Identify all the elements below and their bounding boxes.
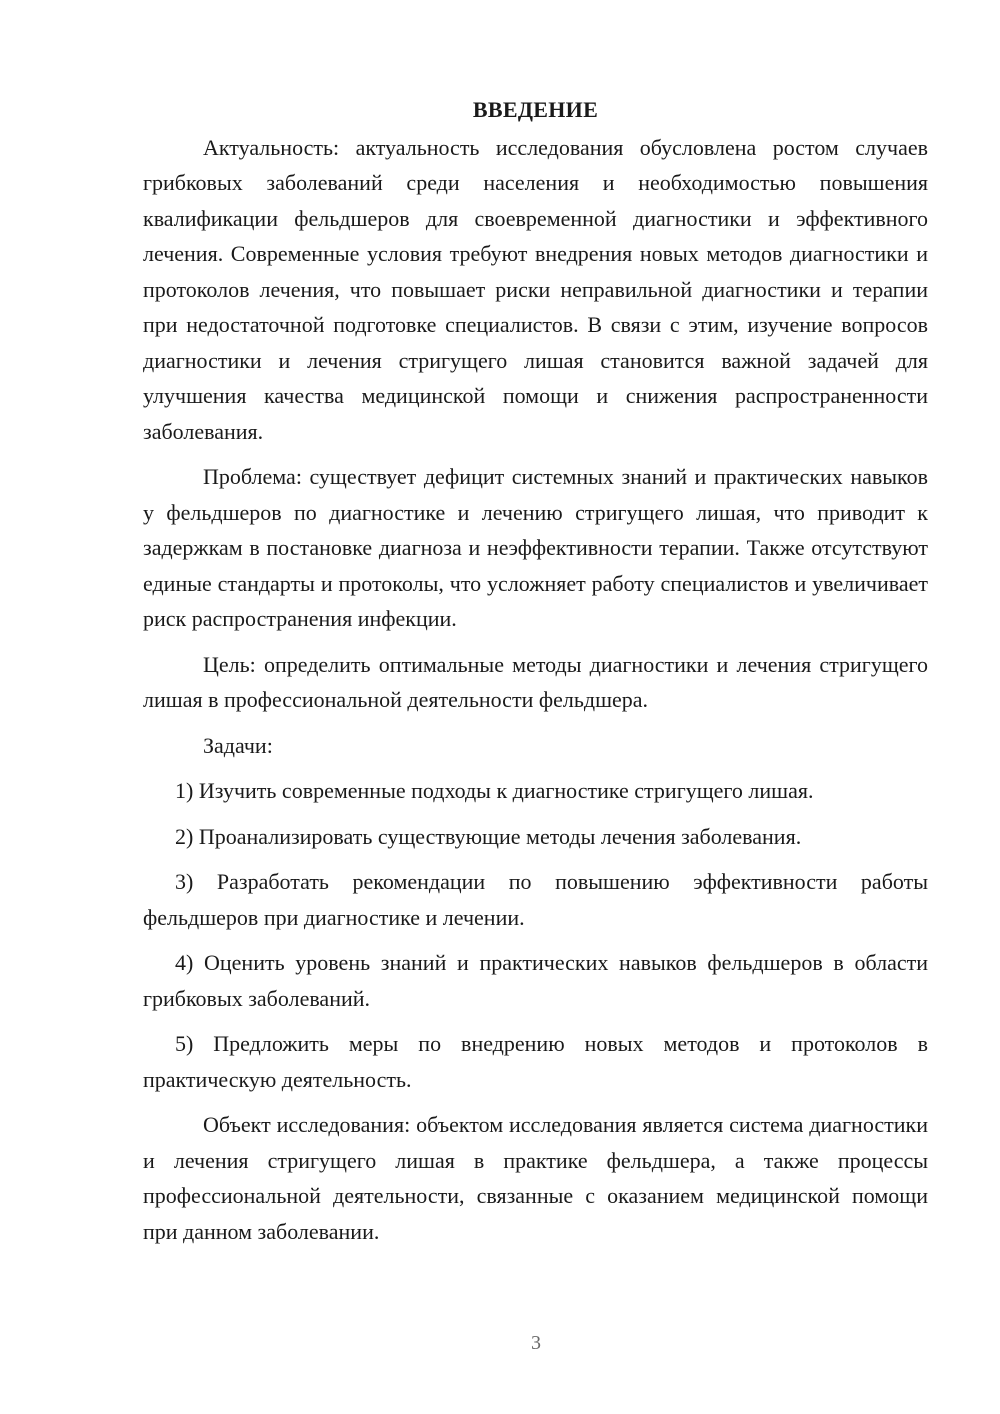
tasks-heading: Задачи:	[203, 732, 273, 758]
object-paragraph: Объект исследования: объектом исследования является система диагностики и лечения стригущего лишая в практике фельдшера, а также процессы профессиональной деятельности, связанные с оказанием медицинской помощи при данном заболевании.	[143, 1112, 928, 1244]
page-content	[143, 92, 928, 1259]
goal-paragraph: Цель: определить оптимальные методы диагностики и лечения стригущего лишая в профессиональной деятельности фельдшера.	[143, 651, 928, 712]
task-item-3: 3) Разработать рекомендации по повышению эффективности работы фельдшеров при диагностике и лечении.	[143, 869, 928, 930]
task-item-2: 2) Проанализировать существующие методы лечения заболевания.	[175, 823, 802, 849]
task-item-1: 1) Изучить современные подходы к диагностике стригущего лишая.	[175, 778, 814, 803]
task-item-5: 5) Предложить меры по внедрению новых методов и протоколов в практическую деятельность.	[143, 1031, 928, 1092]
section-heading: ВВЕДЕНИЕ	[472, 97, 599, 122]
task-item-4: 4) Оценить уровень знаний и практических навыков фельдшеров в области грибковых заболеваний.	[143, 950, 928, 1011]
relevance-paragraph: Актуальность: актуальность исследования обусловлена ростом случаев грибковых заболеваний среди населения и необходимостью повышения квалификации фельдшеров для своевременной диагностики и эффективного лечения. Современные условия требуют внедрения новых методов диагностики и протоколов лечения, что повышает риски неправильной диагностики и терапии при недостаточной подготовке специалистов. В связи с этим, изучение вопросов диагностики и лечения стригущего лишая становится важной задачей для улучшения качества медицинской помощи и снижения распространенности заболевания.	[143, 134, 928, 444]
problem-paragraph: Проблема: существует дефицит системных знаний и практических навыков у фельдшеров по диагностике и лечению стригущего лишая, что приводит к задержкам в постановке диагноза и неэффективности терапии. Также отсутствуют единые стандарты и протоколы, что усложняет работу специалистов и увеличивает риск распространения инфекции.	[143, 464, 928, 631]
page-number: 3	[531, 1332, 541, 1354]
